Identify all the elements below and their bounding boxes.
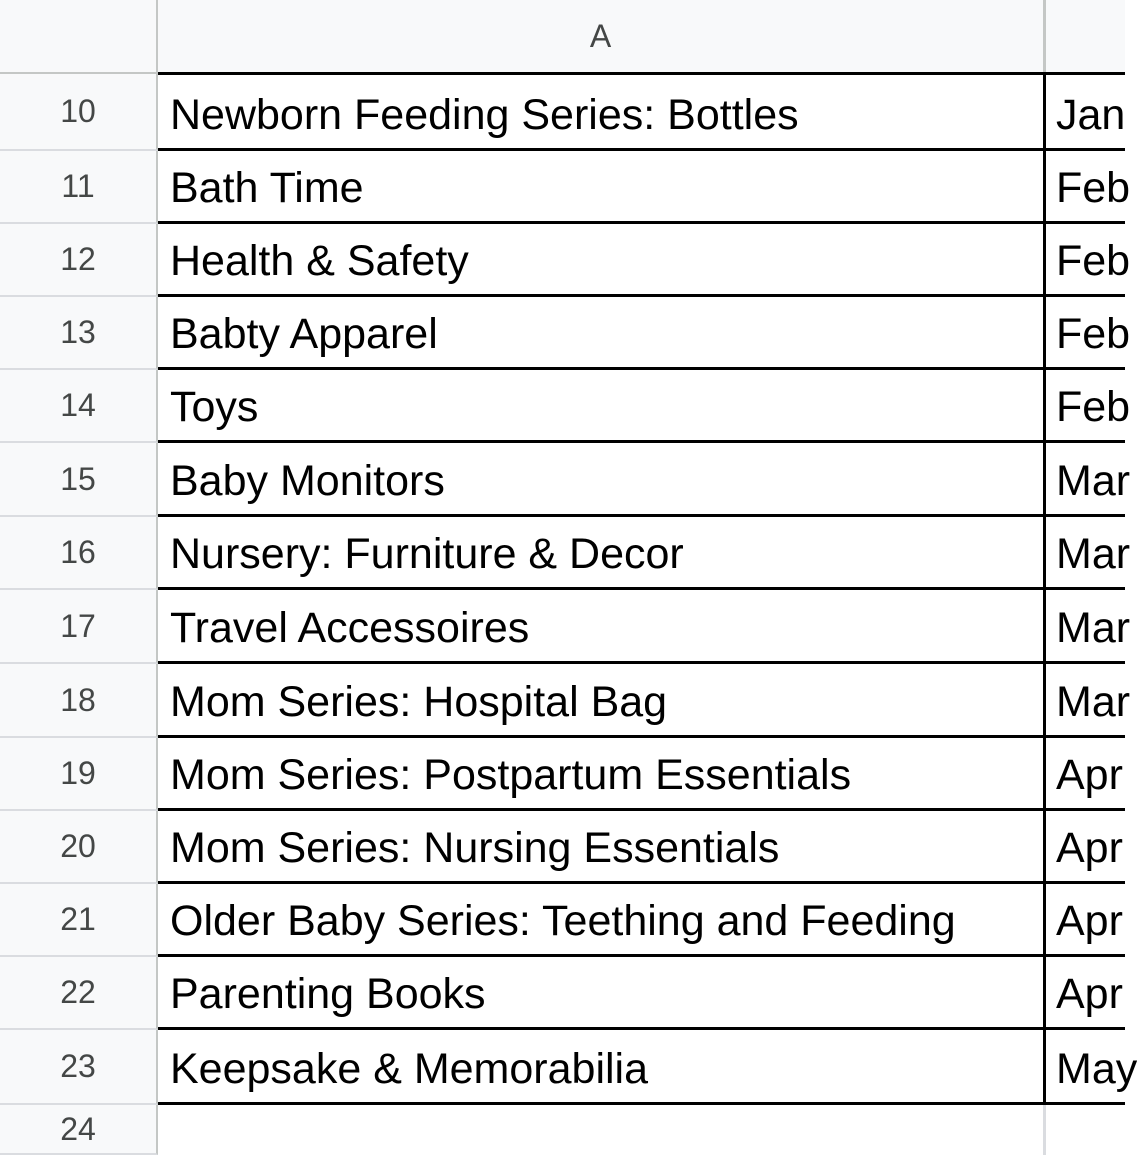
column-header-a[interactable]: A [158,0,1046,74]
cell-b24[interactable] [1046,1105,1125,1155]
row-header-16[interactable]: 16 [0,517,158,590]
cell-a19[interactable]: Mom Series: Postpartum Essentials [158,738,1046,811]
cell-b23[interactable]: May [1046,1030,1125,1105]
select-all-corner[interactable] [0,0,158,74]
row-header-22[interactable]: 22 [0,957,158,1030]
cell-b22[interactable]: Apr [1046,957,1125,1030]
row-header-18[interactable]: 18 [0,664,158,738]
row-header-21[interactable]: 21 [0,884,158,957]
row-header-24[interactable]: 24 [0,1105,158,1155]
cell-b20[interactable]: Apr [1046,811,1125,884]
row-header-19[interactable]: 19 [0,738,158,811]
cell-b14[interactable]: Feb [1046,370,1125,443]
cell-a13[interactable]: Babty Apparel [158,297,1046,370]
cell-b21[interactable]: Apr [1046,884,1125,957]
row-header-11[interactable]: 11 [0,151,158,224]
cell-a22[interactable]: Parenting Books [158,957,1046,1030]
cell-b18[interactable]: Mar [1046,664,1125,738]
cell-b16[interactable]: Mar [1046,517,1125,590]
row-header-13[interactable]: 13 [0,297,158,370]
cell-b11[interactable]: Feb [1046,151,1125,224]
cell-b10[interactable]: Jan [1046,74,1125,151]
cell-a10[interactable]: Newborn Feeding Series: Bottles [158,74,1046,151]
cell-b12[interactable]: Feb [1046,224,1125,297]
cell-a14[interactable]: Toys [158,370,1046,443]
cell-b19[interactable]: Apr [1046,738,1125,811]
cell-a15[interactable]: Baby Monitors [158,443,1046,517]
row-header-12[interactable]: 12 [0,224,158,297]
row-header-17[interactable]: 17 [0,590,158,664]
cell-b13[interactable]: Feb [1046,297,1125,370]
row-header-15[interactable]: 15 [0,443,158,517]
cell-b15[interactable]: Mar [1046,443,1125,517]
cell-a20[interactable]: Mom Series: Nursing Essentials [158,811,1046,884]
row-header-23[interactable]: 23 [0,1030,158,1105]
cell-a24[interactable] [158,1105,1046,1155]
cell-a21[interactable]: Older Baby Series: Teething and Feeding [158,884,1046,957]
cell-b17[interactable]: Mar [1046,590,1125,664]
cell-a17[interactable]: Travel Accessoires [158,590,1046,664]
cell-a11[interactable]: Bath Time [158,151,1046,224]
cell-a12[interactable]: Health & Safety [158,224,1046,297]
row-header-10[interactable]: 10 [0,74,158,151]
cell-a18[interactable]: Mom Series: Hospital Bag [158,664,1046,738]
cell-a16[interactable]: Nursery: Furniture & Decor [158,517,1046,590]
row-header-20[interactable]: 20 [0,811,158,884]
row-header-14[interactable]: 14 [0,370,158,443]
cell-a23[interactable]: Keepsake & Memorabilia [158,1030,1046,1105]
column-header-b[interactable] [1046,0,1125,74]
